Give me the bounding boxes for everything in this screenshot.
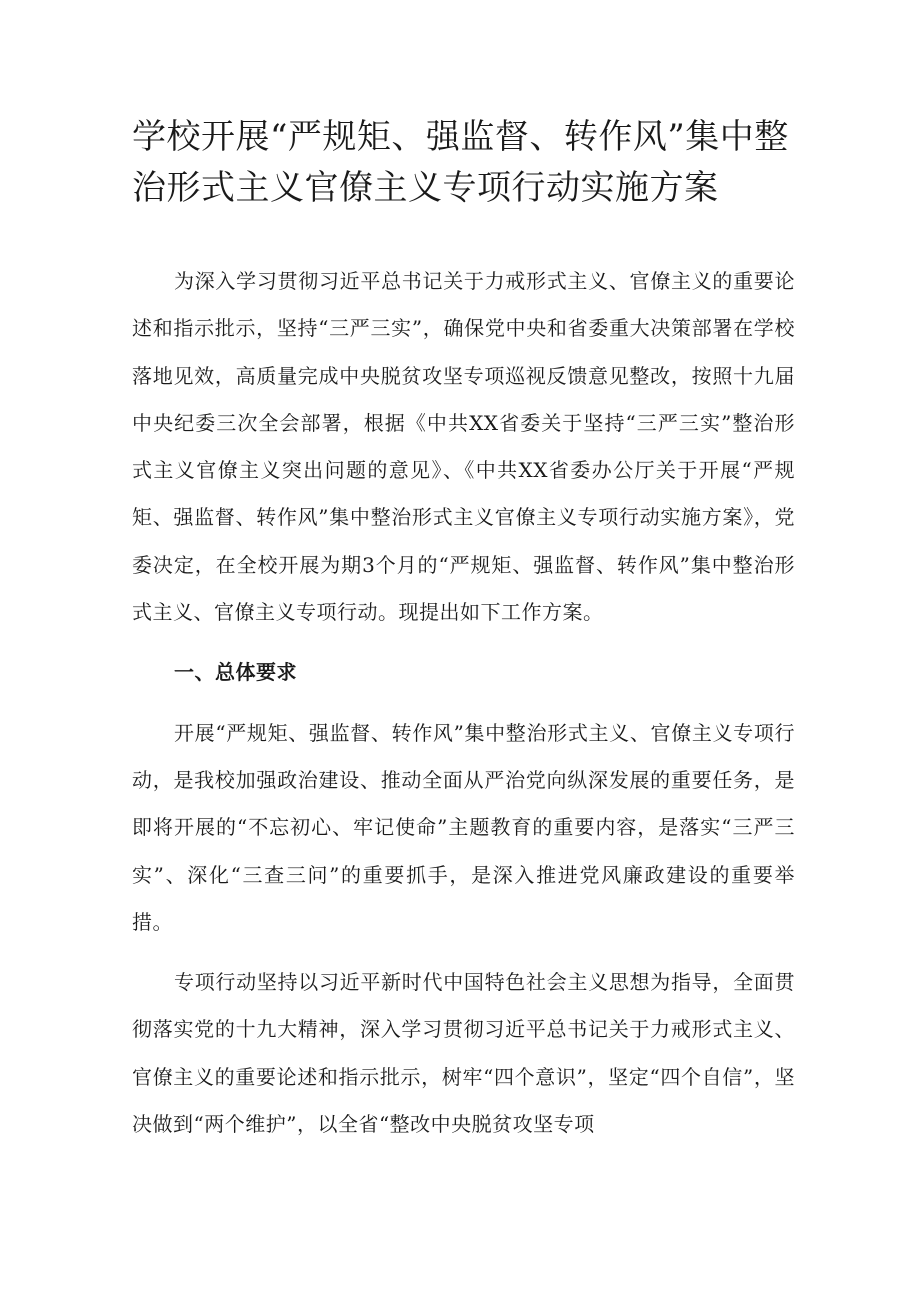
- paragraph-gap: [132, 636, 795, 649]
- paragraph-gap: [132, 697, 795, 710]
- section1-paragraph-1: 开展“严规矩、强监督、转作风”集中整治形式主义、官僚主义专项行动，是我校加强政治建设、推动全面从严治党向纵深发展的重要任务，是即将开展的“不忘初心、牢记使命”主题教育的重要内容，是落实“三严三实”、深化“三查三问”的重要抓手，是深入推进党风廉政建设的重要举措。: [132, 720, 795, 934]
- intro-paragraph: 为深入学习贯彻习近平总书记关于力戒形式主义、官僚主义的重要论述和指示批示，坚持“三严三实”，确保党中央和省委重大决策部署在学校落地见效，高质量完成中央脱贫攻坚专项巡视反馈意见整改，按照十九届中央纪委三次全会部署，根据《中共XX省委关于坚持“三严三实”整治形式主义官僚主义突出问题的意见》、《中共XX省委办公厅关于开展“严规矩、强监督、转作风”集中整治形式主义官僚主义专项行动实施方案》，党委决定，在全校开展为期3个月的“严规矩、强监督、转作风”集中整治形式主义、官僚主义专项行动。现提出如下工作方案。: [132, 269, 795, 625]
- paragraph-gap: [132, 946, 795, 959]
- document-title: 学校开展“严规矩、强监督、转作风”集中整治形式主义官僚主义专项行动实施方案: [132, 117, 789, 208]
- document-body: [132, 258, 795, 1148]
- section1-paragraph-2: 专项行动坚持以习近平新时代中国特色社会主义思想为指导，全面贯彻落实党的十九大精神，深入学习贯彻习近平总书记关于力戒形式主义、官僚主义的重要论述和指示批示，树牢“四个意识”，坚定“四个自信”，坚决做到“两个维护”，以全省“整改中央脱贫攻坚专项: [132, 970, 795, 1137]
- section-heading-overall-requirements: 一、总体要求: [174, 660, 297, 685]
